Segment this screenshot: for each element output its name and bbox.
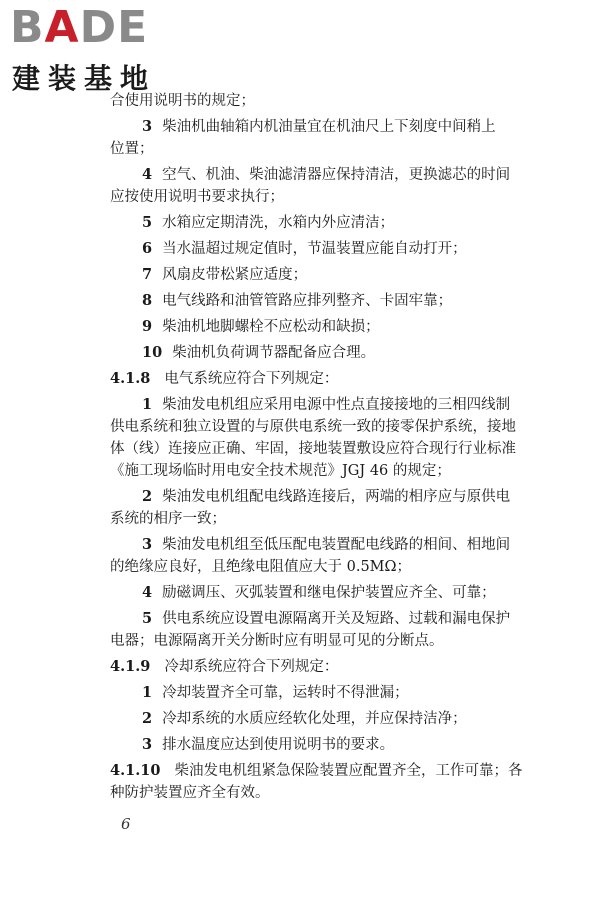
- item-text: 柴油发电机组配电线路连接后，两端的相序应与原供电: [162, 489, 511, 505]
- item-text: 柴油机曲轴箱内机油量宜在机油尺上下刻度中间稍上: [162, 119, 496, 135]
- item-text: 空气、机油、柴油滤清器应保持清洁，更换滤芯的时间: [162, 167, 511, 183]
- section-text-cont: 种防护装置应齐全有效。: [110, 785, 270, 801]
- logo-wordmark: [10, 2, 149, 53]
- item-text: 冷却装置齐全可靠，运转时不得泄漏；: [162, 685, 409, 701]
- section-number: 4.1.10: [110, 762, 161, 779]
- electric-item-4: [110, 582, 550, 604]
- item-number: 4: [142, 584, 153, 601]
- section-heading-4-1-8: [110, 368, 550, 390]
- item-text: 柴油机负荷调节器配备应合理。: [172, 345, 376, 361]
- item-number: 1: [142, 396, 153, 413]
- item-text: 风扇皮带松紧应适度；: [162, 267, 308, 283]
- item-text: 水箱应定期清洗，水箱内外应清洁；: [162, 215, 395, 231]
- section-4-1-10: [110, 760, 550, 804]
- logo-letter-b: B: [10, 2, 45, 53]
- section-number: 4.1.9: [110, 658, 151, 675]
- logo-letters-de: DE: [79, 2, 149, 53]
- cooling-item-3: [110, 734, 550, 756]
- document-body: [110, 90, 550, 804]
- list-item-10: [110, 342, 550, 364]
- item-number: 7: [142, 266, 153, 283]
- item-number: 5: [142, 214, 153, 231]
- item-number: 6: [142, 240, 153, 257]
- electric-item-1: [110, 394, 550, 482]
- item-text: 供电系统应设置电源隔离开关及短路、过载和漏电保护: [162, 611, 511, 627]
- item-text: 励磁调压、灭弧装置和继电保护装置应齐全、可靠；: [162, 585, 496, 601]
- section-title: 电气系统应符合下列规定：: [164, 371, 339, 387]
- section-heading-4-1-9: [110, 656, 550, 678]
- item-text: 柴油机地脚螺栓不应松动和缺损；: [162, 319, 380, 335]
- item-text-cont: 供电系统和独立设置的与原供电系统一致的接零保护系统，接地: [110, 419, 516, 435]
- continued-line: 合使用说明书的规定；: [110, 93, 255, 109]
- list-item-9: [110, 316, 550, 338]
- item-text-cont: 应按使用说明书要求执行；: [110, 189, 284, 205]
- item-text: 冷却系统的水质应经软化处理，并应保持洁净；: [162, 711, 467, 727]
- item-text: 排水温度应达到使用说明书的要求。: [162, 737, 395, 753]
- item-number: 3: [142, 536, 153, 553]
- electric-item-5: [110, 608, 550, 652]
- item-number: 4: [142, 166, 153, 183]
- item-text: 柴油发电机组至低压配电装置配电线路的相间、相地间: [162, 537, 511, 553]
- item-number: 3: [142, 118, 153, 135]
- list-item-3: [110, 116, 550, 160]
- item-text: 柴油发电机组应采用电源中性点直接接地的三相四线制: [162, 397, 511, 413]
- item-number: 9: [142, 318, 153, 335]
- item-text-cont: 系统的相序一致；: [110, 511, 226, 527]
- item-number: 10: [142, 344, 163, 361]
- item-text: 当水温超过规定值时，节温装置应能自动打开；: [162, 241, 467, 257]
- logo-subtitle: 建装基地: [12, 62, 157, 95]
- list-item-7: [110, 264, 550, 286]
- logo-letter-a: A: [44, 2, 80, 53]
- list-item-8: [110, 290, 550, 312]
- electric-item-3: [110, 534, 550, 578]
- list-item-4: [110, 164, 550, 208]
- item-text-cont: 体（线）连接应正确、牢固，接地装置敷设应符合现行行业标准: [110, 441, 516, 457]
- item-number: 1: [142, 684, 153, 701]
- item-number: 2: [142, 488, 153, 505]
- section-title: 冷却系统应符合下列规定：: [164, 659, 339, 675]
- electric-item-2: [110, 486, 550, 530]
- bade-logo: [10, 2, 180, 96]
- item-text-cont: 位置；: [110, 141, 154, 157]
- item-text-cont: 《施工现场临时用电安全技术规范》JGJ 46 的规定；: [110, 463, 451, 479]
- item-text: 电气线路和油管管路应排列整齐、卡固牢靠；: [162, 293, 453, 309]
- cooling-item-1: [110, 682, 550, 704]
- list-item-6: [110, 238, 550, 260]
- item-text-cont: 电器；电源隔离开关分断时应有明显可见的分断点。: [110, 633, 444, 649]
- item-number: 2: [142, 710, 153, 727]
- section-number: 4.1.8: [110, 370, 151, 387]
- item-text-cont: 的绝缘应良好，且绝缘电阻值应大于 0.5MΩ；: [110, 559, 412, 575]
- page-number: 6: [121, 815, 131, 833]
- cooling-item-2: [110, 708, 550, 730]
- list-item-5: [110, 212, 550, 234]
- item-number: 3: [142, 736, 153, 753]
- section-text: 柴油发电机组紧急保险装置应配置齐全，工作可靠；各: [174, 763, 523, 779]
- item-number: 5: [142, 610, 153, 627]
- item-number: 8: [142, 292, 153, 309]
